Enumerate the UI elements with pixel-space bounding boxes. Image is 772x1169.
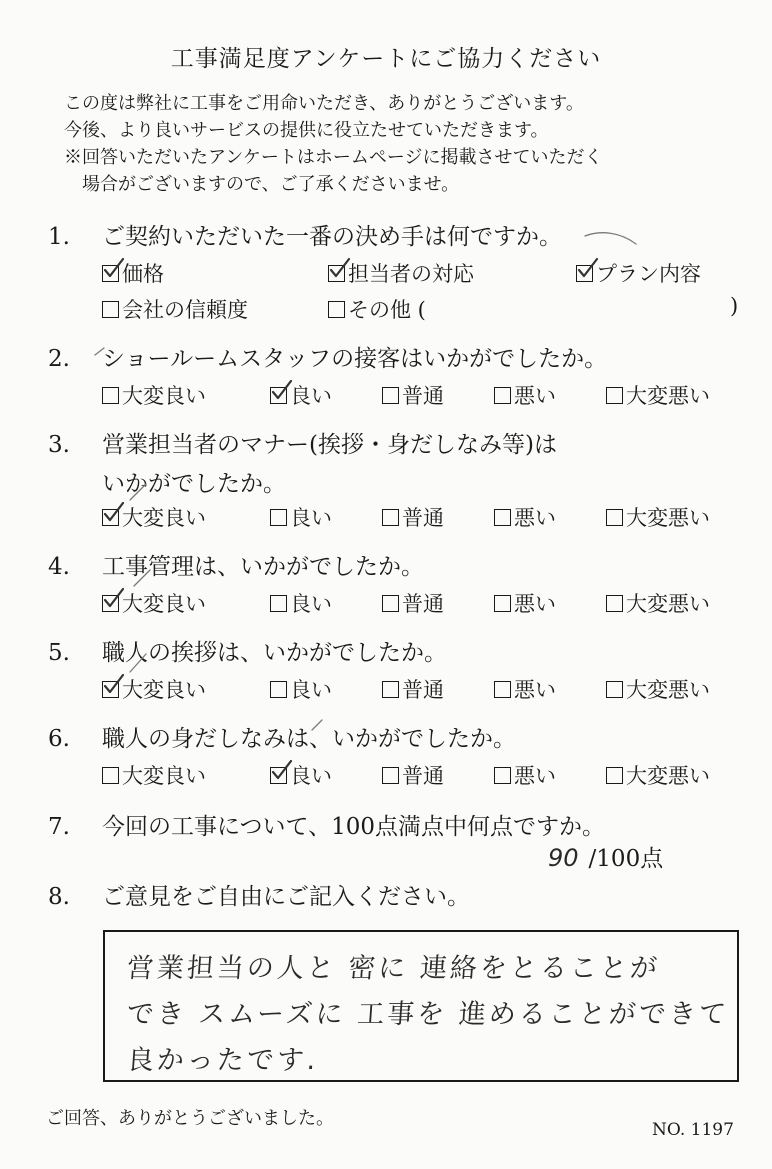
question-text: ご意見をご自由にご記入ください。 xyxy=(102,884,470,910)
check-mark-icon xyxy=(576,257,600,281)
rating-option-very-good[interactable] xyxy=(102,588,206,618)
survey-title: 工事満足度アンケートにご協力ください xyxy=(170,46,602,72)
option-label: 悪い xyxy=(514,506,556,530)
question-number: 7. xyxy=(48,814,70,840)
rating-option-very-bad[interactable] xyxy=(606,502,710,532)
option-label: 大変良い xyxy=(122,678,206,702)
check-mark-icon xyxy=(270,759,294,783)
checkbox[interactable] xyxy=(494,595,511,612)
checkbox[interactable] xyxy=(102,767,119,784)
checkbox[interactable] xyxy=(102,595,119,612)
question-number: 3. xyxy=(48,432,70,458)
q1-option-price[interactable] xyxy=(102,258,164,288)
checkbox[interactable] xyxy=(102,301,119,318)
question-number: 4. xyxy=(48,554,70,580)
checkbox[interactable] xyxy=(328,265,345,282)
checkbox[interactable] xyxy=(102,509,119,526)
rating-option-average[interactable] xyxy=(382,380,444,410)
option-label: 良い xyxy=(290,592,332,616)
serial-number: NO. 1197 xyxy=(652,1120,734,1140)
checkbox[interactable] xyxy=(382,681,399,698)
rating-option-very-good[interactable] xyxy=(102,502,206,532)
score-value: 90 xyxy=(548,844,579,872)
intro-line: この度は弊社に工事をご用命いただき、ありがとうございます。 xyxy=(64,93,584,114)
question-2 xyxy=(48,340,607,373)
checkbox[interactable] xyxy=(494,681,511,698)
comment-line: 良かったです. xyxy=(125,1045,320,1076)
rating-option-average[interactable] xyxy=(382,502,444,532)
checkbox[interactable] xyxy=(382,387,399,404)
checkbox[interactable] xyxy=(270,509,287,526)
question-text: 営業担当者のマナー(挨拶・身だしなみ等)は xyxy=(102,432,557,458)
question-number: 1. xyxy=(48,224,70,250)
rating-option-very-bad[interactable] xyxy=(606,380,710,410)
check-mark-icon xyxy=(328,257,352,281)
comment-line: でき スムーズに 工事を 進めることができて xyxy=(125,999,730,1030)
rating-option-very-bad[interactable] xyxy=(606,588,710,618)
checkbox[interactable] xyxy=(102,681,119,698)
checkbox[interactable] xyxy=(102,387,119,404)
question-text: 職人の身だしなみは、いかがでしたか。 xyxy=(102,726,516,752)
option-label: 良い xyxy=(290,384,332,408)
check-mark-icon xyxy=(102,587,126,611)
q1-option-plan[interactable] xyxy=(576,258,701,288)
option-label: 価格 xyxy=(122,262,164,286)
checkbox[interactable] xyxy=(494,767,511,784)
option-label: 大変悪い xyxy=(626,678,710,702)
option-label: プラン内容 xyxy=(596,262,701,286)
rating-option-good[interactable] xyxy=(270,760,332,790)
score-suffix: /100点 xyxy=(588,846,664,872)
question-number: 5. xyxy=(48,640,70,666)
rating-option-good[interactable] xyxy=(270,380,332,410)
question-text: 今回の工事について、100点満点中何点ですか。 xyxy=(102,814,605,840)
intro-line: 今後、より良いサービスの提供に役立たせていただきます。 xyxy=(64,120,549,141)
question-1 xyxy=(48,218,562,251)
option-label: 普通 xyxy=(402,678,444,702)
option-label: 悪い xyxy=(514,384,556,408)
option-label: 大変悪い xyxy=(626,764,710,788)
rating-option-very-bad[interactable] xyxy=(606,674,710,704)
rating-option-good[interactable] xyxy=(270,502,332,532)
check-mark-icon xyxy=(102,257,126,281)
question-text: 職人の挨拶は、いかがでしたか。 xyxy=(102,640,447,666)
option-label: 大変悪い xyxy=(626,384,710,408)
option-label: 悪い xyxy=(514,764,556,788)
rating-option-bad[interactable] xyxy=(494,760,556,790)
q1-option-other[interactable] xyxy=(328,294,426,324)
question-7 xyxy=(48,808,605,841)
option-label: その他 ( xyxy=(348,298,426,322)
checkbox[interactable] xyxy=(270,767,287,784)
question-5 xyxy=(48,634,447,667)
checkbox[interactable] xyxy=(576,265,593,282)
checkbox[interactable] xyxy=(494,387,511,404)
footer-thanks: ご回答、ありがとうございました。 xyxy=(46,1108,334,1129)
checkbox[interactable] xyxy=(328,301,345,318)
question-8 xyxy=(48,878,470,911)
check-mark-icon xyxy=(270,379,294,403)
rating-option-bad[interactable] xyxy=(494,502,556,532)
rating-option-bad[interactable] xyxy=(494,380,556,410)
question-text: ショールームスタッフの接客はいかがでしたか。 xyxy=(102,346,608,372)
question-number: 6. xyxy=(48,726,70,752)
q1-option-staff[interactable] xyxy=(328,258,474,288)
option-label: 会社の信頼度 xyxy=(122,298,248,322)
option-label: 良い xyxy=(290,764,332,788)
rating-option-very-good[interactable] xyxy=(102,674,206,704)
question-text-cont: いかがでしたか。 xyxy=(102,471,286,497)
question-6 xyxy=(48,720,516,753)
rating-option-average[interactable] xyxy=(382,760,444,790)
question-text: 工事管理は、いかがでしたか。 xyxy=(102,554,424,580)
option-label: 普通 xyxy=(402,384,444,408)
check-mark-icon xyxy=(102,501,126,525)
option-label: 普通 xyxy=(402,506,444,530)
checkbox[interactable] xyxy=(494,509,511,526)
rating-option-average[interactable] xyxy=(382,674,444,704)
option-label: 悪い xyxy=(514,678,556,702)
intro-line: ※回答いただいたアンケートはホームページに掲載させていただく xyxy=(64,147,603,168)
checkbox[interactable] xyxy=(606,509,623,526)
checkbox[interactable] xyxy=(270,681,287,698)
option-label: 普通 xyxy=(402,764,444,788)
question-number: 8. xyxy=(48,884,70,910)
rating-option-very-bad[interactable] xyxy=(606,760,710,790)
option-label: 大変良い xyxy=(122,764,206,788)
option-label: 大変良い xyxy=(122,506,206,530)
option-label: 大変悪い xyxy=(626,592,710,616)
question-4 xyxy=(48,548,424,581)
rating-option-bad[interactable] xyxy=(494,674,556,704)
option-label: 普通 xyxy=(402,592,444,616)
option-label: 大変良い xyxy=(122,592,206,616)
rating-option-good[interactable] xyxy=(270,674,332,704)
question-3 xyxy=(48,426,557,498)
option-label: 大変良い xyxy=(122,384,206,408)
score-field[interactable] xyxy=(548,840,663,873)
checkbox[interactable] xyxy=(382,509,399,526)
checkbox[interactable] xyxy=(270,387,287,404)
checkbox[interactable] xyxy=(606,681,623,698)
q1-option-trust[interactable] xyxy=(102,294,248,324)
checkbox[interactable] xyxy=(382,767,399,784)
intro-text xyxy=(64,90,603,198)
checkbox[interactable] xyxy=(270,595,287,612)
rating-option-good[interactable] xyxy=(270,588,332,618)
checkbox[interactable] xyxy=(102,265,119,282)
q1-other-close: ) xyxy=(730,294,739,318)
checkbox[interactable] xyxy=(606,767,623,784)
option-label: 大変悪い xyxy=(626,506,710,530)
option-label: 良い xyxy=(290,678,332,702)
rating-option-very-good[interactable] xyxy=(102,380,206,410)
comment-line: 営業担当の人と 密に 連絡をとることが xyxy=(125,953,662,984)
checkbox[interactable] xyxy=(382,595,399,612)
option-label: 担当者の対応 xyxy=(348,262,474,286)
rating-option-average[interactable] xyxy=(382,588,444,618)
rating-option-very-good[interactable] xyxy=(102,760,206,790)
option-label: 悪い xyxy=(514,592,556,616)
question-number: 2. xyxy=(48,346,70,372)
option-label: 良い xyxy=(290,506,332,530)
checkbox[interactable] xyxy=(606,595,623,612)
intro-line: 場合がございますので、ご了承くださいませ。 xyxy=(82,174,460,195)
rating-option-bad[interactable] xyxy=(494,588,556,618)
check-mark-icon xyxy=(102,673,126,697)
checkbox[interactable] xyxy=(606,387,623,404)
comment-box[interactable] xyxy=(103,930,739,1082)
question-text: ご契約いただいた一番の決め手は何ですか。 xyxy=(102,224,562,250)
